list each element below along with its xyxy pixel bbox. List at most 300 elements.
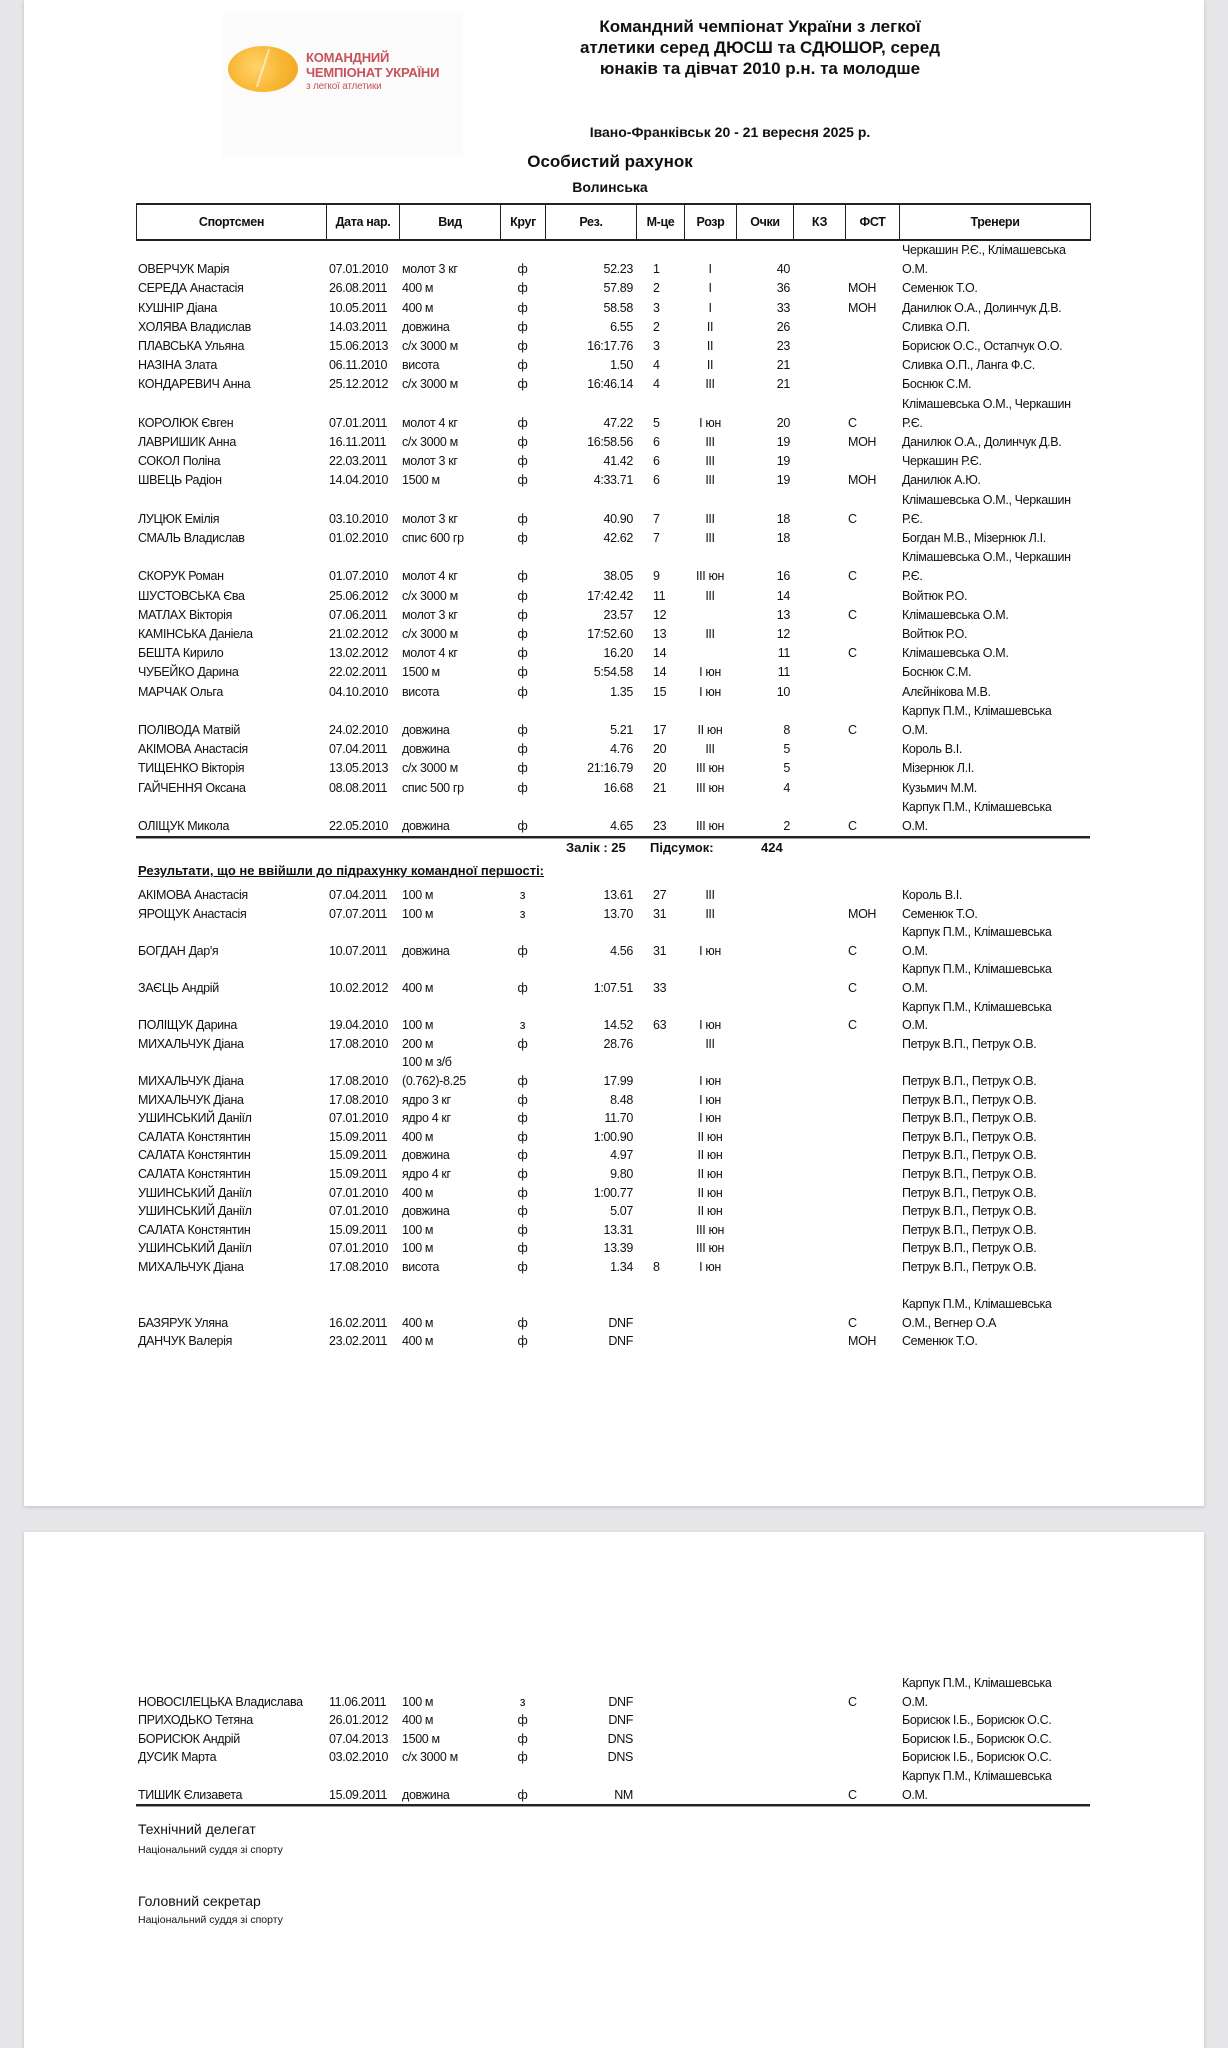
cell-rank: I юн: [699, 1092, 721, 1107]
cell-coaches: Войтюк Р.О.: [902, 627, 968, 642]
cell-rank: III: [705, 377, 715, 392]
cell-rank: II юн: [697, 1166, 723, 1181]
cell-points: [736, 998, 793, 1035]
cell-coaches: Петрук В.П., Петрук О.В.: [902, 1111, 1037, 1126]
cell-round: ф: [517, 1129, 528, 1144]
cell-points: [736, 1109, 793, 1128]
cell-place: 4: [653, 358, 660, 373]
cell-coaches: Петрук В.П., Петрук О.В.: [902, 1241, 1037, 1256]
location-date: Івано-Франківськ 20 - 21 вересня 2025 р.: [589, 124, 871, 140]
column-header-event: Вид: [400, 204, 501, 240]
cell-place: [636, 1035, 684, 1054]
cell-fst: С: [848, 1694, 857, 1709]
cell-event: молот 3 кг: [402, 262, 458, 277]
cell-event: довжина: [402, 1148, 450, 1163]
cell-result: 5:54.58: [593, 665, 633, 680]
cell-place: 31: [653, 906, 667, 921]
cell-kz: [793, 1276, 845, 1295]
report-subtitle: Особистий рахунок: [527, 152, 693, 171]
cell-place: [636, 1184, 684, 1203]
table-row: [136, 587, 1090, 606]
title-line: Командний чемпіонат України з легкої: [599, 17, 921, 36]
cell-result: DNF: [608, 1334, 633, 1349]
cell-coaches: Борисюк І.Б., Борисюк О.С.: [902, 1713, 1052, 1728]
cell-event: довжина: [402, 742, 450, 757]
cell-coaches: Петрук В.П., Петрук О.В.: [902, 1129, 1037, 1144]
cell-round: ф: [517, 1148, 528, 1163]
logo-line-1: КОМАНДНИЙ: [306, 50, 390, 65]
cell-place: [636, 1202, 684, 1221]
cell-event: 100 м: [402, 888, 434, 902]
table-row: [136, 1332, 1090, 1351]
cell-coaches: Петрук В.П., Петрук О.В.: [902, 1222, 1037, 1237]
cell-rank: III: [705, 511, 715, 526]
cell-result: 13.70: [603, 906, 633, 921]
cell-result: 9.80: [610, 1166, 633, 1181]
cell-points: [736, 1711, 793, 1730]
cell-result: 1.35: [610, 684, 633, 699]
cell-kz: [793, 1674, 845, 1711]
cell-coaches: Карпук П.М., Клімашевська О.М.: [902, 1676, 1052, 1709]
cell-birth-date: 07.01.2010: [329, 1204, 389, 1219]
cell-athlete: ПРИХОДЬКО Тетяна: [138, 1713, 253, 1728]
cell-fst: МОН: [848, 906, 877, 921]
cell-event: довжина: [402, 723, 450, 738]
cell-result: 5.21: [610, 723, 633, 738]
cell-rank: I юн: [699, 665, 721, 680]
cell-rank: III: [705, 906, 715, 921]
cell-fst: [845, 779, 899, 798]
cell-round: ф: [517, 415, 528, 430]
table-row: [136, 1128, 1090, 1147]
cell-rank: III: [705, 1036, 715, 1051]
cell-athlete: КОНДАРЕВИЧ Анна: [138, 377, 251, 392]
cell-result: DNF: [608, 1713, 633, 1728]
table-row: [136, 886, 1090, 905]
column-header-round: Круг: [501, 204, 546, 240]
cell-fst: С: [848, 646, 857, 661]
cell-points: 21: [776, 358, 790, 373]
cell-coaches: Петрук В.П., Петрук О.В.: [902, 1036, 1037, 1051]
cell-kz: [793, 905, 845, 924]
cell-rank: II юн: [697, 723, 723, 738]
cell-fst: [845, 759, 899, 778]
table-row: [136, 998, 1090, 1035]
cell-fst: С: [848, 607, 857, 622]
cell-fst: С: [848, 1787, 857, 1802]
cell-birth-date: 15.09.2011: [329, 1129, 388, 1144]
cell-kz: [793, 1091, 845, 1110]
table-row: [136, 606, 1090, 625]
cell-round: ф: [517, 1036, 528, 1051]
cell-birth-date: 22.03.2011: [329, 454, 388, 469]
table-row: [136, 375, 1090, 394]
cell-round: ф: [517, 742, 528, 757]
cell-athlete: УШИНСЬКИЙ Даніїл: [138, 1111, 252, 1126]
cell-place: [636, 1221, 684, 1240]
cell-event: висота: [402, 358, 440, 373]
cell-place: 6: [653, 473, 660, 488]
cell-birth-date: 14.03.2011: [329, 319, 388, 334]
column-header-kz: КЗ: [794, 204, 846, 240]
cell-place: [636, 1165, 684, 1184]
cell-round: ф: [517, 1204, 528, 1219]
cell-birth-date: 03.02.2010: [329, 1750, 389, 1765]
cell-points: 26: [776, 319, 790, 334]
cell-coaches: Карпук П.М., Клімашевська О.М.: [902, 703, 1052, 738]
cell-coaches: Алєйнікова М.В.: [902, 684, 991, 699]
cell-coaches: [899, 1276, 1090, 1295]
signature-title: Національний суддя зі спорту: [138, 1914, 283, 1926]
cell-fst: С: [848, 1018, 857, 1033]
cell-event: 200 м: [402, 1036, 434, 1051]
cell-event: 100 м: [402, 1241, 434, 1256]
cell-result: 16:46.14: [587, 377, 633, 392]
cell-points: 4: [783, 780, 790, 795]
cell-athlete: БОГДАН Дар'я: [138, 943, 219, 958]
cell-points: 5: [783, 761, 790, 776]
cell-fst: [845, 1730, 899, 1749]
cell-athlete: УШИНСЬКИЙ Даніїл: [138, 1241, 252, 1256]
cell-event: с/х 3000 м: [402, 377, 458, 392]
cell-round: ф: [517, 780, 528, 795]
cell-event: 100 м: [402, 1222, 434, 1237]
scored-results-table: [136, 241, 1090, 836]
cell-birth-date: 08.08.2011: [329, 780, 388, 795]
cell-event: довжина: [402, 943, 450, 958]
cell-fst: МОН: [848, 300, 877, 315]
cell-birth-date: 07.01.2010: [329, 1241, 389, 1256]
cell-points: 10: [776, 684, 790, 699]
cell-round: ф: [517, 435, 528, 450]
table-row: [136, 1109, 1090, 1128]
cell-fst: [845, 1053, 899, 1090]
cell-coaches: Клімашевська О.М., Черкашин Р.Є.: [902, 396, 1071, 430]
cell-rank: [684, 1767, 736, 1804]
cell-coaches: Карпук П.М., Клімашевська О.М.: [902, 925, 1052, 958]
cell-kz: [793, 886, 845, 905]
cell-rank: III юн: [695, 1222, 725, 1237]
cell-round: ф: [517, 358, 528, 373]
cell-rank: [684, 960, 736, 997]
column-header-result: Рез.: [546, 204, 637, 240]
cell-fst: [845, 1202, 899, 1221]
cell-result: 5.07: [610, 1204, 633, 1219]
cell-birth-date: 11.06.2011: [329, 1694, 387, 1709]
cell-result: DNF: [608, 1315, 633, 1330]
cell-place: 6: [653, 454, 660, 469]
cell-fst: [845, 663, 899, 682]
table-row: [136, 1258, 1090, 1277]
cell-fst: [845, 1146, 899, 1165]
cell-rank: III: [705, 888, 715, 902]
cell-rank: [684, 1295, 736, 1332]
cell-kz: [793, 452, 845, 471]
cell-athlete: НОВОСІЛЕЦЬКА Владислава: [138, 1694, 303, 1709]
cell-round: ф: [517, 1222, 528, 1237]
cell-place: [636, 1128, 684, 1147]
cell-kz: [793, 702, 845, 740]
cell-fst: С: [848, 511, 857, 526]
cell-round: ф: [517, 1315, 528, 1330]
cell-birth-date: 07.01.2010: [329, 262, 389, 277]
cell-fst: [845, 1258, 899, 1277]
cell-points: 23: [776, 339, 790, 354]
cell-kz: [793, 529, 845, 548]
cell-rank: II: [706, 319, 714, 334]
cell-event: спис 500 гр: [402, 780, 464, 795]
cell-birth-date: 26.01.2012: [329, 1713, 389, 1728]
table-row: [136, 337, 1090, 356]
cell-event: довжина: [402, 319, 450, 334]
cell-coaches: Борисюк І.Б., Борисюк О.С.: [902, 1731, 1052, 1746]
cell-round: ф: [517, 1731, 528, 1746]
cell-coaches: Борисюк О.С., Остапчук О.О.: [902, 339, 1063, 354]
cell-points: [736, 1730, 793, 1749]
cell-rank: [684, 1674, 736, 1711]
cell-place: 13: [653, 627, 667, 642]
column-header-rank: Розр: [685, 204, 737, 240]
cell-result: 13.31: [603, 1222, 633, 1237]
cell-rank: III юн: [695, 1241, 725, 1256]
cell-fst: С: [848, 943, 857, 958]
cell-fst: [845, 1711, 899, 1730]
table-row: [136, 960, 1090, 997]
cell-event: с/х 3000 м: [402, 588, 458, 603]
cell-points: [736, 1146, 793, 1165]
cell-place: [636, 1730, 684, 1749]
cell-place: [636, 1109, 684, 1128]
cell-round: ф: [517, 1713, 528, 1728]
cell-kz: [793, 299, 845, 318]
cell-result: 13.39: [603, 1241, 633, 1256]
cell-coaches: Семенюк Т.О.: [902, 281, 978, 296]
cell-athlete: ТИШИК Єлизавета: [138, 1787, 243, 1802]
cell-points: [736, 1165, 793, 1184]
cell-event: довжина: [402, 819, 450, 834]
cell-points: [736, 1053, 793, 1090]
cell-points: 33: [776, 300, 790, 315]
cell-points: [736, 1221, 793, 1240]
cell-place: 6: [653, 435, 660, 450]
cell-place: 5: [653, 415, 660, 430]
cell-athlete: БОРИСЮК Андрій: [138, 1731, 240, 1746]
cell-place: 8: [653, 1259, 660, 1274]
cell-rank: [684, 1711, 736, 1730]
cell-coaches: Карпук П.М., Клімашевська О.М.: [902, 962, 1052, 995]
cell-athlete: ОВЕРЧУК Марія: [138, 262, 230, 277]
cell-points: [736, 1184, 793, 1203]
signature-title: Національний суддя зі спорту: [138, 1844, 283, 1856]
cell-fst: [845, 529, 899, 548]
cell-points: [736, 1258, 793, 1277]
cell-coaches: Кузьмич М.М.: [902, 780, 977, 795]
table-row: [136, 1730, 1090, 1749]
cell-round: з: [519, 906, 526, 921]
cell-event: ядро 4 кг: [402, 1166, 451, 1181]
cell-rank: [684, 644, 736, 663]
cell-kz: [793, 606, 845, 625]
cell-birth-date: 22.02.2011: [329, 665, 388, 680]
cell-birth-date: 21.02.2012: [329, 627, 389, 642]
cell-birth-date: 01.07.2010: [329, 569, 389, 584]
cell-coaches: Петрук В.П., Петрук О.В.: [902, 1185, 1037, 1200]
cell-event: ядро 4 кг: [402, 1111, 451, 1126]
cell-result: 41.42: [603, 454, 633, 469]
cell-fst: [845, 1109, 899, 1128]
cell-place: 3: [653, 300, 660, 315]
cell-round: ф: [517, 1750, 528, 1765]
cell-result: 4.56: [610, 943, 633, 958]
cell-athlete: КАМІНСЬКА Даніела: [138, 627, 253, 642]
cell-event: молот 3 кг: [402, 511, 458, 526]
cell-result: 1.34: [610, 1259, 633, 1274]
cell-points: [736, 1767, 793, 1804]
table-row: [136, 318, 1090, 337]
cell-rank: III юн: [695, 819, 725, 834]
cell-result: 4.65: [610, 819, 633, 834]
cell-round: ф: [517, 1166, 528, 1181]
cell-place: 4: [653, 377, 660, 392]
cell-result: 58.58: [603, 300, 633, 315]
cell-birth-date: 19.04.2010: [329, 1018, 389, 1033]
cell-place: 23: [653, 819, 667, 834]
cell-points: 12: [776, 627, 790, 642]
cell-kz: [793, 1109, 845, 1128]
cell-athlete: ОЛІЩУК Микола: [138, 819, 230, 834]
cell-result: 1:07.51: [593, 980, 633, 995]
cell-coaches: Петрук В.П., Петрук О.В.: [902, 1259, 1037, 1274]
cell-round: ф: [517, 627, 528, 642]
cell-event: довжина: [402, 1787, 450, 1802]
cell-event: 100 м: [402, 1694, 434, 1709]
cell-points: 18: [776, 511, 790, 526]
cell-coaches: Борисюк І.Б., Борисюк О.С.: [902, 1750, 1052, 1765]
cell-athlete: САЛАТА Констянтин: [138, 1129, 251, 1144]
cell-coaches: Карпук П.М., Клімашевська О.М.: [902, 799, 1052, 834]
spacer-row: [136, 1276, 1090, 1295]
cell-athlete: ЧУБЕЙКО Дарина: [138, 665, 239, 680]
signature-role: Головний секретар: [138, 1893, 261, 1909]
cell-place: [636, 1748, 684, 1767]
cell-result: 11.70: [604, 1111, 633, 1126]
cell-fst: [845, 1239, 899, 1258]
table-row: [136, 548, 1090, 586]
cell-athlete: НАЗІНА Злата: [138, 358, 217, 373]
cell-place: 31: [653, 943, 667, 958]
table-row: [136, 1146, 1090, 1165]
table-row: [136, 683, 1090, 702]
cell-event: 400 м: [402, 1334, 434, 1349]
table-row: [136, 798, 1090, 836]
cell-athlete: ЯРОЩУК Анастасія: [138, 906, 247, 921]
column-header-athlete: Спортсмен: [137, 204, 327, 240]
cell-kz: [793, 548, 845, 586]
cell-place: 63: [653, 1018, 667, 1033]
cell-event: 400 м: [402, 1713, 434, 1728]
cell-athlete: ЗАЄЦЬ Андрій: [138, 980, 219, 995]
cell-result: 17.99: [603, 1073, 633, 1088]
cell-event: спис 600 гр: [402, 531, 464, 546]
cell-athlete: МИХАЛЬЧУК Діана: [138, 1259, 244, 1274]
cell-place: 20: [653, 742, 667, 757]
cell-kz: [793, 375, 845, 394]
cell-rank: [684, 606, 736, 625]
cell-result: 17:42.42: [587, 588, 633, 603]
cell-result: 21:16.79: [587, 761, 633, 776]
cell-birth-date: 17.08.2010: [329, 1073, 389, 1088]
cell-rank: [684, 1748, 736, 1767]
cell-points: 11: [777, 665, 790, 680]
cell-coaches: Карпук П.М., Клімашевська О.М.: [902, 1768, 1052, 1802]
cell-place: 12: [653, 607, 667, 622]
cell-rank: I юн: [699, 1259, 721, 1274]
cell-rank: II юн: [697, 1185, 723, 1200]
cell-result: 57.89: [603, 281, 633, 296]
table-bottom-rule: [136, 836, 1090, 839]
cell-rank: III: [705, 627, 715, 642]
cell-birth-date: 13.02.2012: [329, 646, 389, 661]
cell-athlete: КУШНІР Діана: [138, 300, 217, 315]
cell-kz: [793, 318, 845, 337]
cell-event: 100 м: [402, 1018, 434, 1033]
cell-birth-date: 17.08.2010: [329, 1092, 389, 1107]
table-row: [136, 1295, 1090, 1332]
cell-points: [736, 1202, 793, 1221]
cell-result: 1.50: [610, 358, 633, 373]
cell-event: висота: [402, 684, 440, 699]
cell-fst: [845, 1184, 899, 1203]
cell-rank: [684, 1730, 736, 1749]
cell-result: 47.22: [603, 415, 633, 430]
cell-kz: [793, 1146, 845, 1165]
cell-kz: [793, 395, 845, 433]
cell-kz: [793, 1332, 845, 1351]
cell-round: ф: [517, 339, 528, 354]
cell-round: ф: [517, 511, 528, 526]
cell-birth-date: 10.02.2012: [329, 980, 389, 995]
cell-round: ф: [517, 723, 528, 738]
cell-points: [736, 1091, 793, 1110]
cell-round: з: [519, 1694, 526, 1709]
cell-athlete: МАТЛАХ Вікторія: [138, 607, 232, 622]
cell-result: 17:52.60: [587, 627, 633, 642]
cell-athlete: САЛАТА Констянтин: [138, 1148, 251, 1163]
cell-athlete: БАЗЯРУК Уляна: [138, 1315, 228, 1330]
sum-value: 424: [761, 840, 783, 855]
cell-athlete: УШИНСЬКИЙ Даніїл: [138, 1204, 252, 1219]
cell-rank: III: [705, 473, 715, 488]
column-header-place: М-це: [637, 204, 685, 240]
cell-place: 14: [653, 646, 667, 661]
cell-coaches: Черкашин Р.Є., Клімашевська О.М.: [902, 243, 1066, 277]
cell-rank: I: [708, 281, 712, 296]
cell-rank: III: [705, 588, 715, 603]
cell-place: 17: [653, 723, 667, 738]
signature-role: Технічний делегат: [138, 1821, 256, 1837]
cell-round: ф: [517, 819, 528, 834]
cell-event: с/х 3000 м: [402, 435, 458, 450]
cell-round: ф: [517, 761, 528, 776]
cell-rank: I юн: [699, 1073, 721, 1088]
cell-round: ф: [517, 943, 528, 958]
unscored-section-heading: Результати, що не ввійшли до підрахунку командної першості:: [138, 863, 545, 878]
cell-fst: [845, 1035, 899, 1054]
cell-kz: [793, 1239, 845, 1258]
cell-place: [636, 1767, 684, 1804]
sun-logo-icon: [228, 46, 298, 92]
cell-athlete: ШВЕЦЬ Радіон: [138, 473, 222, 488]
